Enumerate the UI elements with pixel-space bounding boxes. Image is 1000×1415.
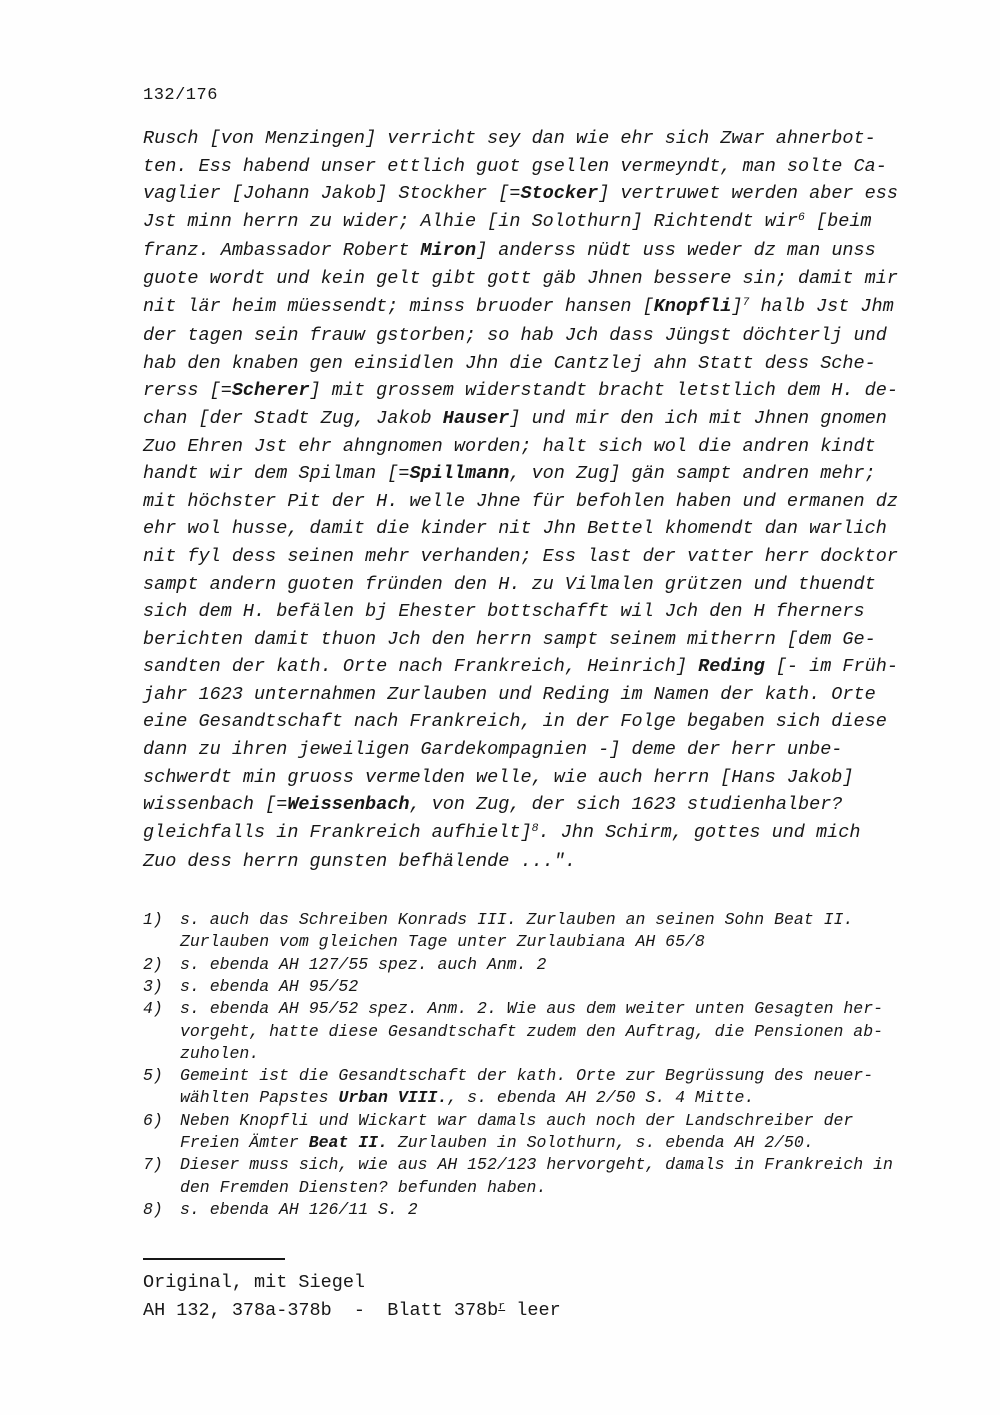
text-line: Gemeint ist die Gesandtschaft der kath. Orte zur Begrüssung des neuer-	[180, 1066, 874, 1086]
text-line: chan [der Stadt Zug, Jakob Hauser] und mir den ich mit Jhnen gnomen	[143, 407, 887, 429]
footnote-marker: 7)	[143, 1155, 163, 1175]
footnote-text	[180, 1110, 905, 1155]
text-line: ehr wol husse, damit die kinder nit Jhn Bettel khomendt dan warlich	[143, 518, 887, 540]
text-line: Zurlauben vom gleichen Tage unter Zurlaubiana AH 65/8	[180, 932, 705, 952]
footnote	[143, 1199, 905, 1221]
text-line: schwerdt min gruoss vermelden welle, wie auch herrn [Hans Jakob]	[143, 766, 854, 788]
text-line: Dieser muss sich, wie aus AH 152/123 hervorgeht, damals in Frankreich in	[180, 1155, 893, 1175]
footnote-text	[180, 1154, 905, 1199]
text-line: nit lär heim müessendt; minss bruoder hansen [Knopfli]$^7$ halb Jst Jhm	[143, 295, 894, 317]
footnote-marker: 3)	[143, 976, 163, 996]
text-line: hab den knaben gen einsidlen Jhn die Cantzlej ahn Statt dess Sche-	[143, 352, 876, 374]
footnote-text	[180, 976, 905, 998]
body-text	[143, 125, 905, 876]
text-line: jahr 1623 unternahmen Zurlauben und Reding im Namen der kath. Orte	[143, 683, 876, 705]
text-line: Freien Ämter Beat II. Zurlauben in Solothurn, s. ebenda AH 2/50.	[180, 1133, 814, 1152]
text-line: nit fyl dess seinen mehr verhanden; Ess last der vatter herr docktor	[143, 545, 898, 567]
text-line: wählten Papstes Urban VIII., s. ebenda AH 2/50 S. 4 Mitte.	[180, 1088, 755, 1108]
footnote-text	[180, 1065, 905, 1110]
text-line: Jst minn herrn zu wider; Alhie [in Solothurn] Richtendt wir$^6$ [beim	[143, 210, 872, 232]
text-line: guote wordt und kein gelt gibt gott gäb Jhnen bessere sin; damit mir	[143, 267, 898, 289]
text-line: vorgeht, hatte diese Gesandtschaft zudem den Auftrag, die Pensionen ab-	[180, 1021, 884, 1041]
text-line: s. auch das Schreiben Konrads III. Zurlauben an seinen Sohn Beat II.	[180, 910, 854, 930]
footnote	[143, 1154, 905, 1199]
footnote-marker: 4)	[143, 999, 163, 1019]
text-line: Rusch [von Menzingen] verricht sey dan wie ehr sich Zwar ahnerbot-	[143, 128, 876, 149]
footnote-text	[180, 954, 905, 976]
separator-rule	[143, 1258, 285, 1260]
footnote	[143, 1110, 905, 1155]
text-line: ten. Ess habend unser ettlich guot gsellen vermeyndt, man solte Ca-	[143, 155, 887, 177]
text-line: franz. Ambassador Robert Miron] anderss nüdt uss weder dz man unss	[143, 240, 876, 262]
text-line: mit höchster Pit der H. welle Jhne für befohlen haben und ermanen dz	[143, 490, 898, 512]
footnote-marker: 2)	[143, 954, 163, 974]
colophon	[143, 1269, 905, 1326]
text-line: berichten damit thuon Jch den herrn sampt seinem mitherrn [dem Ge-	[143, 628, 876, 650]
footnote-text	[180, 998, 905, 1065]
text-line: der tagen sein frauw gstorben; so hab Jch dass Jüngst döchterlj und	[143, 325, 887, 347]
text-line: Zuo Ehren Jst ehr ahngnomen worden; halt sich wol die andren kindt	[143, 435, 876, 457]
footnotes	[143, 909, 905, 1221]
text-line: wissenbach [=Weissenbach, von Zug, der sich 1623 studienhalber?	[143, 794, 843, 816]
text-line: Original, mit Siegel	[143, 1272, 366, 1294]
footnote	[143, 909, 905, 954]
footnote	[143, 998, 905, 1065]
text-line: s. ebenda AH 95/52 spez. Anm. 2. Wie aus dem weiter unten Gesagten her-	[180, 999, 884, 1019]
text-line: den Fremden Diensten? befunden haben.	[180, 1177, 547, 1197]
footnote	[143, 954, 905, 976]
text-line: Neben Knopfli und Wickart war damals auch noch der Landschreiber der	[180, 1110, 854, 1130]
text-line: eine Gesandtschaft nach Frankreich, in der Folge begaben sich diese	[143, 711, 887, 733]
footnote	[143, 976, 905, 998]
footnote-text	[180, 909, 905, 954]
text-line: rerss [=Scherer] mit grossem widerstandt bracht letstlich dem H. de-	[143, 380, 898, 402]
text-line: gleichfalls in Frankreich aufhielt]$^8$. Jhn Schirm, gottes und mich	[143, 821, 861, 843]
text-line: s. ebenda AH 127/55 spez. auch Anm. 2	[180, 954, 547, 974]
text-line: s. ebenda AH 95/52	[180, 976, 359, 996]
text-line: handt wir dem Spilman [=Spillmann, von Zug] gän sampt andren mehr;	[143, 463, 876, 485]
text-line: s. ebenda AH 126/11 S. 2	[180, 1199, 418, 1219]
footnote-marker: 5)	[143, 1066, 163, 1086]
text-line: zuholen.	[180, 1043, 260, 1063]
text-line: sich dem H. befälen bj Ehester bottschafft wil Jch den H fherners	[143, 601, 865, 623]
text-line: sandten der kath. Orte nach Frankreich, Heinrich] Reding [- im Früh-	[143, 656, 898, 678]
text-line: sampt andern guoten fründen den H. zu Vilmalen grützen und thuendt	[143, 573, 876, 595]
footnote-text	[180, 1199, 905, 1221]
text-line: Zuo dess herrn gunsten befhälende ...".	[143, 851, 576, 873]
footnote-marker: 8)	[143, 1199, 163, 1219]
footnote-marker: 1)	[143, 910, 163, 930]
footnote	[143, 1065, 905, 1110]
text-line: AH 132, 378a-378b - Blatt $378b^r$ leer	[143, 1299, 561, 1321]
text-line: vaglier [Johann Jakob] Stockher [=Stocker] vertruwet werden aber ess	[143, 183, 898, 205]
footnote-marker: 6)	[143, 1110, 163, 1130]
page-number: 132/176	[143, 86, 218, 105]
text-line: dann zu ihren jeweiligen Gardekompagnien -] deme der herr unbe-	[143, 739, 843, 761]
